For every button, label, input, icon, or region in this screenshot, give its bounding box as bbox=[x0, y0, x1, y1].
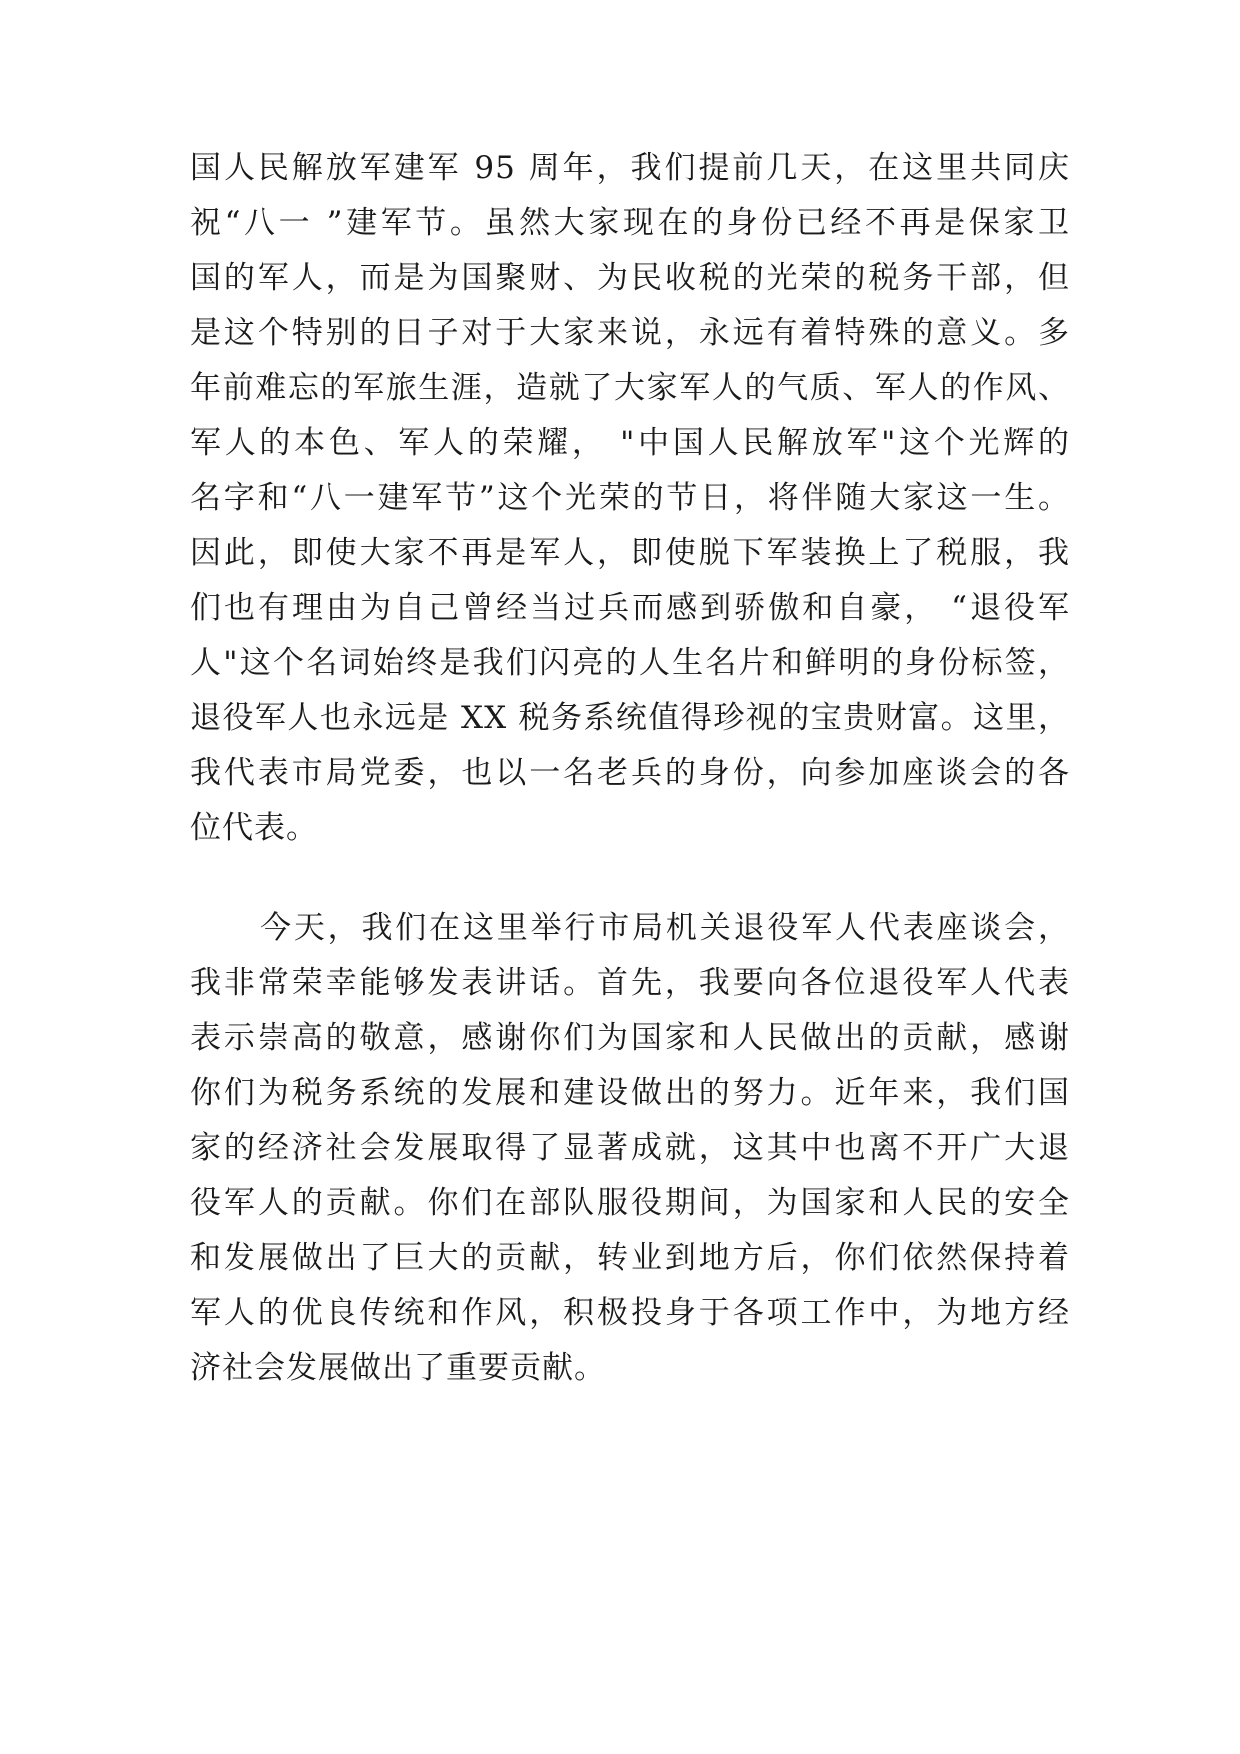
paragraph-1-line: 我代表市局党委，也以一名老兵的身份，向参加座谈会的各 bbox=[190, 755, 1070, 791]
paragraph-2-line: 今天，我们在这里举行市局机关退役军人代表座谈会， bbox=[260, 910, 1070, 946]
paragraph-1-line: 退役军人也永远是 XX 税务系统值得珍视的宝贵财富。这里， bbox=[190, 700, 1070, 736]
paragraph-1-line: 军人的本色、军人的荣耀， "中国人民解放军"这个光辉的 bbox=[190, 425, 1070, 461]
paragraph-1-line: 是这个特别的日子对于大家来说，永远有着特殊的意义。多 bbox=[190, 315, 1070, 351]
paragraph-1-line: 们也有理由为自己曾经当过兵而感到骄傲和自豪， “退役军 bbox=[190, 590, 1070, 626]
paragraph-2-line: 和发展做出了巨大的贡献，转业到地方后，你们依然保持着 bbox=[190, 1240, 1070, 1276]
paragraph-2-line: 我非常荣幸能够发表讲话。首先，我要向各位退役军人代表 bbox=[190, 965, 1070, 1001]
paragraph-1-line: 因此，即使大家不再是军人，即使脱下军装换上了税服，我 bbox=[190, 535, 1070, 571]
paragraph-2-line: 役军人的贡献。你们在部队服役期间，为国家和人民的安全 bbox=[190, 1185, 1070, 1221]
paragraph-1-line: 年前难忘的军旅生涯，造就了大家军人的气质、军人的作风、 bbox=[190, 370, 1070, 406]
paragraph-2-line: 家的经济社会发展取得了显著成就，这其中也离不开广大退 bbox=[190, 1130, 1070, 1166]
paragraph-1-line: 位代表。 bbox=[190, 810, 318, 846]
paragraph-1-line: 国人民解放军建军 95 周年，我们提前几天，在这里共同庆 bbox=[190, 150, 1070, 186]
paragraph-1-line: 名字和“八一建军节”这个光荣的节日，将伴随大家这一生。 bbox=[190, 480, 1070, 516]
paragraph-1-line: 祝“八一 ”建军节。虽然大家现在的身份已经不再是保家卫 bbox=[190, 205, 1070, 241]
paragraph-2-line: 军人的优良传统和作风，积极投身于各项工作中，为地方经 bbox=[190, 1295, 1070, 1331]
paragraph-2-line: 表示崇高的敬意，感谢你们为国家和人民做出的贡献，感谢 bbox=[190, 1020, 1070, 1056]
paragraph-2-line: 济社会发展做出了重要贡献。 bbox=[190, 1350, 606, 1386]
paragraph-1-line: 国的军人，而是为国聚财、为民收税的光荣的税务干部，但 bbox=[190, 260, 1070, 296]
paragraph-2-line: 你们为税务系统的发展和建设做出的努力。近年来，我们国 bbox=[190, 1075, 1070, 1111]
paragraph-1-line: 人"这个名词始终是我们闪亮的人生名片和鲜明的身份标签， bbox=[190, 645, 1070, 681]
